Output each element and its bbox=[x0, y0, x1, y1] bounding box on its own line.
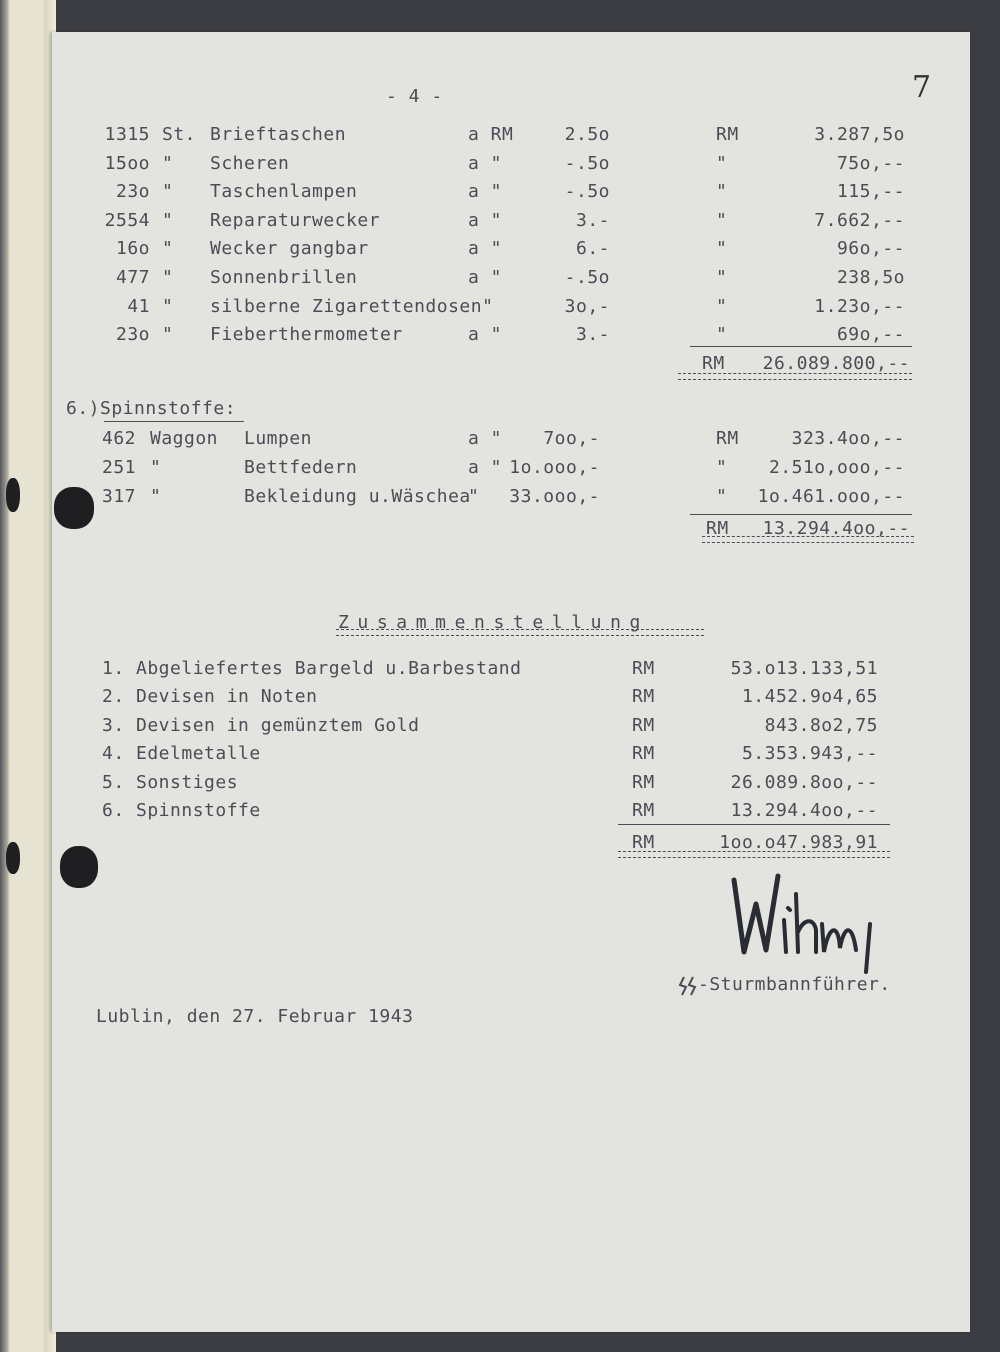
item-per: a " bbox=[468, 324, 503, 346]
item-price: 2.5o bbox=[564, 124, 610, 145]
spinnstoffe-currency: RM bbox=[716, 428, 739, 449]
item-name: Brieftaschen bbox=[210, 124, 347, 145]
item-currency: " bbox=[716, 209, 728, 231]
spinnstoffe-qty: 462 bbox=[102, 428, 137, 449]
spinnstoffe-qty: 317 bbox=[102, 486, 137, 507]
summary-row-currency: RM bbox=[632, 771, 655, 793]
item-unit: " bbox=[162, 324, 174, 346]
ss-runes-icon bbox=[678, 975, 700, 997]
spinnstoffe-price: 7oo,- bbox=[543, 428, 600, 449]
item-amount: 75o,-- bbox=[836, 152, 905, 174]
spinnstoffe-unit: Waggon bbox=[150, 428, 219, 449]
item-unit: " bbox=[162, 209, 174, 231]
item-amount: 238,5o bbox=[836, 267, 905, 288]
item-currency: " bbox=[716, 152, 728, 174]
item-qty: 16o bbox=[115, 238, 150, 260]
item-currency: " bbox=[716, 181, 728, 203]
spinnstoffe-per: " bbox=[468, 486, 480, 507]
item-price: 3.- bbox=[575, 209, 610, 231]
handwritten-signature bbox=[720, 868, 890, 978]
item-amount: 3.287,5o bbox=[814, 124, 905, 145]
section-6-title-underline bbox=[104, 421, 244, 422]
spinnstoffe-unit: " bbox=[150, 486, 162, 507]
summary-row-label: 6. Spinnstoffe bbox=[102, 800, 261, 821]
summary-row-amount: 26.089.8oo,-- bbox=[730, 771, 878, 793]
item-amount: 69o,-- bbox=[836, 324, 905, 346]
signature-rank: -Sturmbannführer. bbox=[698, 974, 891, 995]
summary-row-label: 1. Abgeliefertes Bargeld u.Barbestand bbox=[102, 658, 522, 679]
item-name: silberne Zigarettendosen" bbox=[210, 295, 494, 317]
item-unit: St. bbox=[162, 124, 197, 145]
total-5-currency: RM bbox=[702, 353, 725, 374]
punch-hole-top bbox=[54, 487, 94, 529]
summary-row-currency: RM bbox=[632, 658, 655, 679]
item-price: -.5o bbox=[564, 152, 610, 174]
item-currency: " bbox=[716, 295, 728, 317]
underlying-page-shadow bbox=[0, 0, 10, 1352]
punch-hole-left-top bbox=[6, 478, 20, 512]
spinnstoffe-name: Bekleidung u.Wäschea bbox=[244, 486, 471, 507]
punch-hole-bottom bbox=[60, 846, 98, 888]
summary-row-amount: 843.8o2,75 bbox=[764, 714, 878, 736]
item-qty: 23o bbox=[115, 324, 150, 346]
summary-row-currency: RM bbox=[632, 686, 655, 708]
spinnstoffe-name: Bettfedern bbox=[244, 457, 358, 478]
item-unit: " bbox=[162, 295, 174, 317]
item-qty: 23o bbox=[115, 181, 150, 203]
item-currency: " bbox=[716, 324, 728, 346]
spinnstoffe-unit: " bbox=[150, 457, 162, 478]
item-unit: " bbox=[162, 152, 174, 174]
total-5-amount: 26.089.800,-- bbox=[762, 353, 910, 374]
item-qty: 41 bbox=[127, 295, 150, 317]
item-name: Scheren bbox=[210, 152, 290, 174]
summary-row-label: 5. Sonstiges bbox=[102, 771, 239, 793]
punch-hole-left-bottom bbox=[6, 842, 20, 874]
item-amount: 115,-- bbox=[836, 181, 905, 203]
item-per: a " bbox=[468, 209, 503, 231]
summary-row-amount: 53.o13.133,51 bbox=[730, 658, 878, 679]
summary-row-currency: RM bbox=[632, 800, 655, 821]
item-qty: 15oo bbox=[104, 152, 150, 174]
total-6-rule bbox=[690, 514, 912, 515]
item-name: Taschenlampen bbox=[210, 181, 358, 203]
item-price: -.5o bbox=[564, 181, 610, 203]
item-price: 6.- bbox=[575, 238, 610, 260]
spinnstoffe-name: Lumpen bbox=[244, 428, 313, 449]
spinnstoffe-amount: 1o.461.ooo,-- bbox=[757, 486, 905, 507]
grand-total-currency: RM bbox=[632, 832, 655, 853]
item-price: 3o,- bbox=[564, 295, 610, 317]
total-5-rule bbox=[690, 346, 912, 347]
item-per: a " bbox=[468, 238, 503, 260]
item-amount: 96o,-- bbox=[836, 238, 905, 260]
total-6-amount: 13.294.4oo,-- bbox=[762, 518, 910, 539]
item-amount: 1.23o,-- bbox=[814, 295, 905, 317]
folio-number: 7 bbox=[912, 70, 932, 105]
item-name: Sonnenbrillen bbox=[210, 267, 358, 288]
summary-row-amount: 5.353.943,-- bbox=[741, 743, 878, 765]
grand-total-double-underline bbox=[618, 851, 890, 858]
summary-row-amount: 13.294.4oo,-- bbox=[730, 800, 878, 821]
total-6-double-underline bbox=[702, 536, 914, 543]
summary-row-amount: 1.452.9o4,65 bbox=[741, 686, 878, 708]
spinnstoffe-price: 33.ooo,- bbox=[509, 486, 600, 507]
item-price: -.5o bbox=[564, 267, 610, 288]
item-name: Reparaturwecker bbox=[210, 209, 381, 231]
summary-title-double-underline bbox=[336, 629, 704, 636]
spinnstoffe-per: a " bbox=[468, 428, 503, 449]
item-per: a " bbox=[468, 181, 503, 203]
summary-row-label: 2. Devisen in Noten bbox=[102, 686, 318, 708]
grand-total-rule bbox=[618, 824, 890, 825]
page-number: - 4 - bbox=[386, 86, 443, 107]
item-unit: " bbox=[162, 238, 174, 260]
item-per: a " bbox=[468, 267, 503, 288]
summary-row-label: 3. Devisen in gemünztem Gold bbox=[102, 714, 420, 736]
item-qty: 1315 bbox=[104, 124, 150, 145]
summary-row-label: 4. Edelmetalle bbox=[102, 743, 261, 765]
grand-total-amount: 1oo.o47.983,91 bbox=[719, 832, 878, 853]
item-currency: RM bbox=[716, 124, 739, 145]
summary-row-currency: RM bbox=[632, 743, 655, 765]
spinnstoffe-currency: " bbox=[716, 486, 728, 507]
item-name: Fieberthermometer bbox=[210, 324, 403, 346]
spinnstoffe-qty: 251 bbox=[102, 457, 137, 478]
summary-row-currency: RM bbox=[632, 714, 655, 736]
item-per: a " bbox=[468, 152, 503, 174]
total-6-currency: RM bbox=[706, 518, 729, 539]
spinnstoffe-amount: 2.51o,ooo,-- bbox=[768, 457, 905, 478]
spinnstoffe-per: a " bbox=[468, 457, 503, 478]
item-currency: " bbox=[716, 267, 728, 288]
spinnstoffe-amount: 323.4oo,-- bbox=[791, 428, 905, 449]
place-and-date: Lublin, den 27. Februar 1943 bbox=[96, 1006, 414, 1027]
item-name: Wecker gangbar bbox=[210, 238, 369, 260]
item-qty: 477 bbox=[115, 267, 150, 288]
item-price: 3.- bbox=[575, 324, 610, 346]
item-per: a RM bbox=[468, 124, 514, 145]
summary-title-text: Zusammenstellung bbox=[338, 612, 649, 633]
item-unit: " bbox=[162, 267, 174, 288]
item-currency: " bbox=[716, 238, 728, 260]
item-amount: 7.662,-- bbox=[814, 209, 905, 231]
spinnstoffe-price: 1o.ooo,- bbox=[509, 457, 600, 478]
spinnstoffe-currency: " bbox=[716, 457, 728, 478]
item-unit: " bbox=[162, 181, 174, 203]
section-6-title: 6.)Spinnstoffe: bbox=[66, 398, 237, 419]
total-5-double-underline bbox=[678, 373, 912, 380]
item-qty: 2554 bbox=[104, 209, 150, 231]
